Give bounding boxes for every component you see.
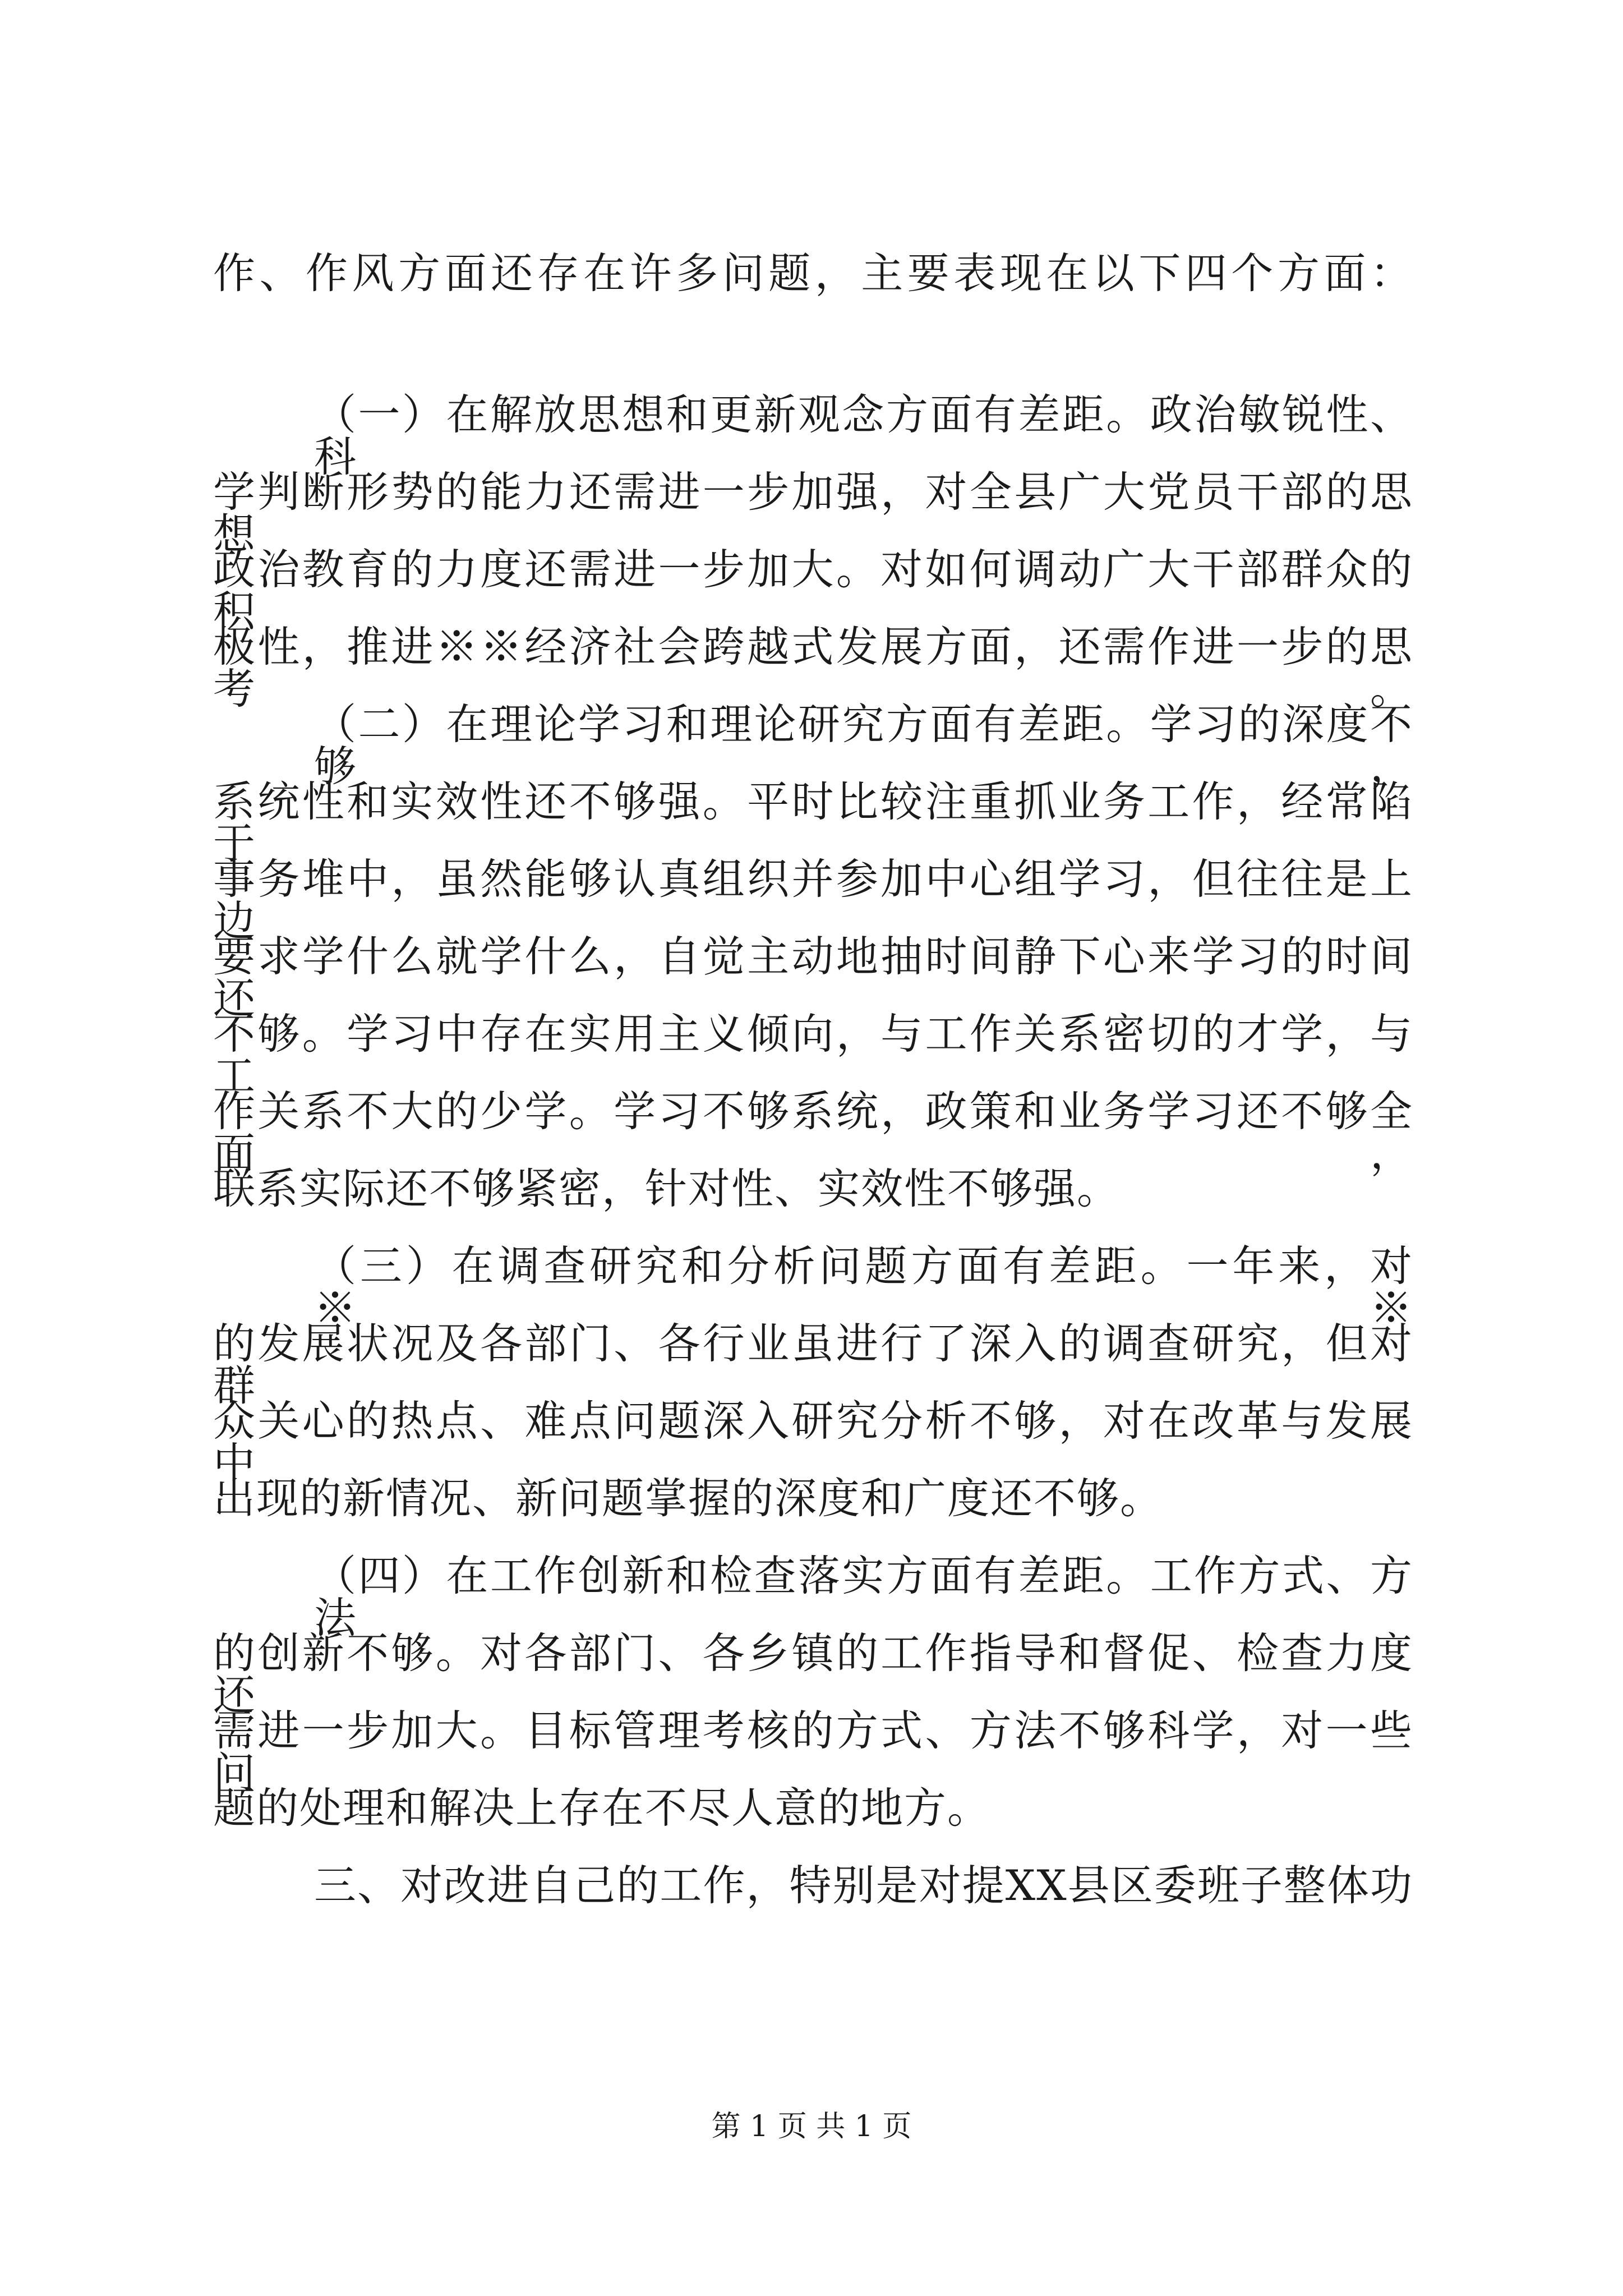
- section-heading-3: （三）在调查研究和分析问题方面有差距。一年来，对※※: [314, 1241, 1413, 1333]
- text-line: 作关系不大的少学。学习不够系统，政策和业务学习还不够全面，: [213, 1087, 1413, 1178]
- text-line: 需进一步加大。目标管理考核的方式、方法不够科学，对一些问: [213, 1706, 1413, 1797]
- section-heading-2: （二）在理论学习和理论研究方面有差距。学习的深度不够，: [314, 700, 1413, 791]
- section-heading-1: （一）在解放思想和更新观念方面有差距。政治敏锐性、科: [314, 390, 1413, 481]
- page-footer: 第 1 页 共 1 页: [711, 2110, 912, 2143]
- text-line: 联系实际还不够紧密，针对性、实效性不够强。: [213, 1164, 1121, 1213]
- text-line: 众关心的热点、难点问题深入研究分析不够，对在改革与发展中: [213, 1396, 1413, 1488]
- text-line: 学判断形势的能力还需进一步加强，对全县广大党员干部的思想: [213, 467, 1413, 559]
- text-line: 事务堆中，虽然能够认真组织并参加中心组学习，但往往是上边: [213, 854, 1413, 946]
- section-heading-three: 三、对改进自己的工作，特别是对提XX县区委班子整体功: [314, 1861, 1413, 1910]
- text-line: 的发展状况及各部门、各行业虽进行了深入的调查研究，但对群: [213, 1319, 1413, 1410]
- section-heading-4: （四）在工作创新和检查落实方面有差距。工作方式、方法: [314, 1551, 1413, 1642]
- text-line: 要求学什么就学什么，自觉主动地抽时间静下心来学习的时间还: [213, 932, 1413, 1023]
- text-line: 出现的新情况、新问题掌握的深度和广度还不够。: [213, 1474, 1164, 1523]
- text-line: 题的处理和解决上存在不尽人意的地方。: [213, 1783, 991, 1833]
- text-line: 不够。学习中存在实用主义倾向，与工作关系密切的才学，与工: [213, 1009, 1413, 1101]
- text-line: 系统性和实效性还不够强。平时比较注重抓业务工作，经常陷于: [213, 777, 1413, 868]
- text-line: 政治教育的力度还需进一步加大。对如何调动广大干部群众的积: [213, 545, 1413, 636]
- text-line: 的创新不够。对各部门、各乡镇的工作指导和督促、检查力度还: [213, 1628, 1413, 1720]
- text-line: 极性，推进※※经济社会跨越式发展方面，还需作进一步的思考。: [213, 622, 1413, 714]
- text-line: 作、作风方面还存在许多问题，主要表现在以下四个方面：: [213, 249, 1413, 298]
